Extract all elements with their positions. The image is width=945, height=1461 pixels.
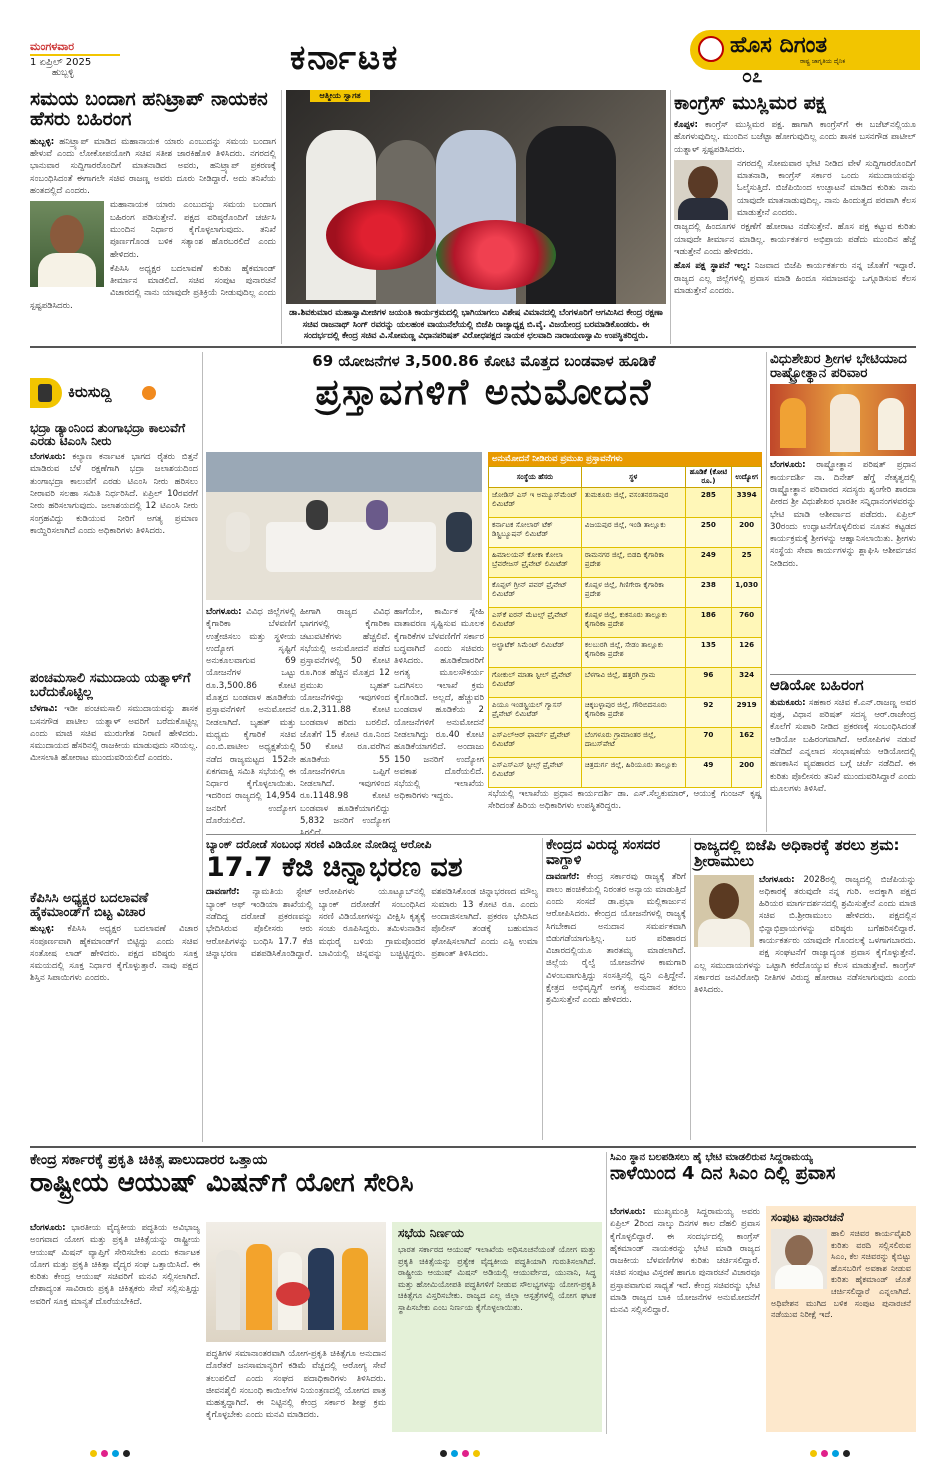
yoga-resolution-box xyxy=(392,1222,602,1432)
table-cell: ತುಮಕೂರು ಜಿಲ್ಲೆ, ವಸಂತನರಸಾಪುರ xyxy=(581,488,685,518)
paper-tagline: ರಾಷ್ಟ್ರ ಜಾಗೃತಿಯ ದೈನಿಕ xyxy=(800,58,846,65)
congress-headline: ಕಾಂಗ್ರೆಸ್ ಮುಸ್ಲಿಮರ ಪಕ್ಷ xyxy=(674,92,827,114)
masthead xyxy=(0,0,945,88)
kiru-item-1-dateline: ಬೆಂಗಳೂರು: xyxy=(30,452,66,463)
kiru-item-1-headline: ಭದ್ರಾ ಡ್ಯಾಂನಿಂದ ತುಂಗಾಭದ್ರಾ ಕಾಲುವೆಗೆ ಎರಡು ಟಿಎಂಸಿ ನೀರು xyxy=(30,421,186,448)
story-sriramulu xyxy=(694,838,916,1140)
table-cell: ಗೋಕುಲ್ ಮಾತಾ ಸ್ಟೀಲ್ ಪ್ರೈವೇಟ್ ಲಿಮಿಟೆಡ್ xyxy=(489,668,582,698)
lead-col-1-text: ವಿವಿಧ ಜಿಲ್ಲೆಗಳಲ್ಲಿ ಕೈಗಾರಿಕಾ ಬೆಳವಣಿಗೆ ಉತ್ತೇಜಿಸಲು ಮತ್ತು ಸ್ಥಳೀಯ ಉದ್ಯೋಗ ಸೃಷ್ಟಿಗೆ ಅನುಕೂಲವಾಗುವ 69 ಯೋಜನೆಗಳ ಒಟ್ಟು ರೂ.3,500.86 ಕೋಟಿ ಮೊತ್ತದ ಬಂಡವಾಳ ಹೂಡಿಕೆಯ ಪ್ರಸ್ತಾವನೆಗಳಿಗೆ ಅನುಮೋದನೆ ನೀಡಲಾಗಿದೆ. ಬೃಹತ್ ಮತ್ತು ಮಧ್ಯಮ ಕೈಗಾರಿಕೆ ಸಚಿವ ಎಂ.ಬಿ.ಪಾಟೀಲ ಅಧ್ಯಕ್ಷತೆಯಲ್ಲಿ ನಡೆದ ರಾಜ್ಯಮಟ್ಟದ 152ನೇ ಏಕಗವಾಕ್ಷಿ ಸಮಿತಿ ಸಭೆಯಲ್ಲಿ ಈ ನಿರ್ಧಾರ ಕೈಗೊಳ್ಳಲಾಯಿತು. ಇದರಿಂದ ರಾಜ್ಯದಲ್ಲಿ 14,954 ಜನರಿಗೆ ಉದ್ಯೋಗ ದೊರೆಯಲಿದೆ. xyxy=(206,607,296,827)
sansadaru-dateline: ದಾವಣಗೆರೆ: xyxy=(546,872,580,883)
logo-emblem-icon xyxy=(698,36,724,62)
table-cell: 92 xyxy=(685,698,732,728)
table-cell: ಜೋಡಿಸ್ ಎಸ್ ಇ ಅಮ್ಯೂಸ್‌ಮೆಂಟ್ ಲಿಮಿಟೆಡ್ xyxy=(489,488,582,518)
proposals-table-title: ಅನುಮೋದನೆ ನೀಡಿರುವ ಪ್ರಮುಖ ಪ್ರಸ್ತಾವನೆಗಳು xyxy=(488,452,762,466)
story-audio xyxy=(770,678,916,828)
table-row xyxy=(489,608,762,638)
table-row xyxy=(489,728,762,758)
kiru-item-2-dateline: ಬೆಳಗಾವಿ: xyxy=(30,704,58,715)
congress-dateline: ಕೊಪ್ಪಳ: xyxy=(674,119,698,130)
cabinet-box xyxy=(766,1206,916,1432)
story-sansadaru xyxy=(546,838,686,1140)
table-cell: 2919 xyxy=(732,698,762,728)
proposals-table-header: ಸಂಸ್ಥೆಯ ಹೆಸರು xyxy=(489,467,582,488)
table-cell: ಚಿಕ್ಕಬಳ್ಳಾಪುರ ಜಿಲ್ಲೆ, ಗೌರಿಬಿದನೂರು ಕೈಗಾರಿಕಾ ಪ್ರದೇಶ xyxy=(581,698,685,728)
lead-col-1 xyxy=(206,606,296,828)
table-cell: ಪಿಯೂ ಇಂಡಸ್ಟ್ರಿಯಲ್ ಗ್ಯಾಸಸ್ ಪ್ರೈವೇಟ್ ಲಿಮಿಟೆಡ್ xyxy=(489,698,582,728)
table-cell: ಹಿಮಾಲಯನ್ ಕೋಕಾ ಕೋಲಾ ಬ್ರೆವರೇಜಸ್ ಪ್ರೈವೇಟ್ ಲಿಮಿಟೆಡ್ xyxy=(489,548,582,578)
paper-logo xyxy=(690,30,920,70)
proposals-footnote: ಸಭೆಯಲ್ಲಿ ಇಲಾಖೆಯ ಪ್ರಧಾನ ಕಾರ್ಯದರ್ಶಿ ಡಾ. ಎಸ್.ಸೆಲ್ವಕುಮಾರ್, ಆಯುಕ್ತೆ ಗುಂಜನ್ ಕೃಷ್ಣ ಸೇರಿದಂತೆ ಹಿರಿಯ ಅಧಿಕಾರಿಗಳು ಉಪಸ್ಥಿತರಿದ್ದರು. xyxy=(488,789,762,812)
kiru-item-1 xyxy=(30,422,198,681)
table-cell: 25 xyxy=(732,548,762,578)
sansadaru-text: ಕೇಂದ್ರ ಸರ್ಕಾರವು ರಾಜ್ಯಕ್ಕೆ ತೆರಿಗೆ ಪಾಲು ಹಂಚಿಕೆಯಲ್ಲಿ ನಿರಂತರ ಅನ್ಯಾಯ ಮಾಡುತ್ತಿದೆ ಎಂದು ಸಂಸದೆ ಡಾ.ಪ್ರಭಾ ಮಲ್ಲಿಕಾರ್ಜುನ ಆರೋಪಿಸಿದರು. ಕೇಂದ್ರದ ಯೋಜನೆಗಳಲ್ಲಿ ರಾಜ್ಯಕ್ಕೆ ಸಿಗಬೇಕಾದ ಅನುದಾನ ಸಮರ್ಪಕವಾಗಿ ಬಿಡುಗಡೆಯಾಗುತ್ತಿಲ್ಲ. ಬರ ಪರಿಹಾರದ ವಿಚಾರದಲ್ಲಿಯೂ ತಾರತಮ್ಯ ಮಾಡಲಾಗಿದೆ. ಜಿಲ್ಲೆಯ ರೈಲ್ವೆ ಯೋಜನೆಗಳ ಕಾಮಗಾರಿ ವಿಳಂಬವಾಗುತ್ತಿದ್ದು ಸಂಸತ್ತಿನಲ್ಲಿ ಧ್ವನಿ ಎತ್ತಿದ್ದೇನೆ. ಕ್ಷೇತ್ರದ ಅಭಿವೃದ್ಧಿಗೆ ಅಗತ್ಯ ಅನುದಾನ ತರಲು ಶ್ರಮಿಸುತ್ತೇನೆ ಎಂದು ಹೇಳಿದರು. xyxy=(546,872,686,1006)
visit-tag: ಆತ್ಮೀಯ ಸ್ವಾಗತ xyxy=(310,90,370,102)
yoga-box-head: ಸಭೆಯ ನಿರ್ಣಯ xyxy=(398,1226,464,1240)
table-cell: ಕೊಪ್ಪಳ ಜಿಲ್ಲೆ, ಕುಕನೂರು ತಾಲ್ಲೂಕು ಕೈಗಾರಿಕಾ ಪ್ರದೇಶ xyxy=(581,608,685,638)
table-cell: ಚಿತ್ರದುರ್ಗ ಜಿಲ್ಲೆ, ಹಿರಿಯೂರು ತಾಲ್ಲೂಕು xyxy=(581,758,685,788)
kiru-item-3-headline: ಕೆಪಿಸಿಸಿ ಅಧ್ಯಕ್ಷರ ಬದಲಾವಣೆ ಹೈಕಮಾಂಡ್‌ಗೆ ಬಿಟ್ಟ ವಿಚಾರ xyxy=(30,891,149,920)
yoga-box-text: ಭಾರತ ಸರ್ಕಾರದ ಆಯುಷ್ ಇಲಾಖೆಯ ಅಧಿಸೂಚನೆಯಂತೆ ಯೋಗ ಮತ್ತು ಪ್ರಕೃತಿ ಚಿಕಿತ್ಸೆಯನ್ನು ಪ್ರತ್ಯೇಕ ವೈದ್ಯಕೀಯ ಪದ್ಧತಿಯಾಗಿ ಗುರುತಿಸಲಾಗಿದೆ. ರಾಷ್ಟ್ರೀಯ ಆಯುಷ್ ಮಿಷನ್ ಅಡಿಯಲ್ಲಿ ಆಯುರ್ವೇದ, ಯುನಾನಿ, ಸಿದ್ಧ ಮತ್ತು ಹೋಮಿಯೋಪತಿ ಪದ್ಧತಿಗಳಿಗೆ ನೀಡುವ ಸೌಲಭ್ಯಗಳನ್ನು ಯೋಗ-ಪ್ರಕೃತಿ ಚಿಕಿತ್ಸೆಗೂ ವಿಸ್ತರಿಸಬೇಕು. ರಾಜ್ಯದ ಎಲ್ಲ ಜಿಲ್ಲಾ ಆಸ್ಪತ್ರೆಗಳಲ್ಲಿ ಯೋಗ ಘಟಕ ಸ್ಥಾಪಿಸಬೇಕು ಎಂಬ ನಿರ್ಣಯ ಕೈಗೊಳ್ಳಲಾಯಿತು. xyxy=(398,1244,596,1312)
story-visit xyxy=(286,90,666,344)
story-cm-delhi xyxy=(610,1152,916,1434)
honeytrap-body xyxy=(30,136,276,336)
shreegalu-text: ರಾಷ್ಟ್ರೋತ್ಥಾನ ಪರಿಷತ್ ಪ್ರಧಾನ ಕಾರ್ಯದರ್ಶಿ ನಾ. ದಿನೇಶ್ ಹೆಗ್ಡೆ ನೇತೃತ್ವದಲ್ಲಿ ರಾಷ್ಟ್ರೋತ್ಥಾನ ಪರಿವಾರದ ಸದಸ್ಯರು ಶೃಂಗೇರಿ ಶಾರದಾ ಪೀಠದ ಶ್ರೀ ವಿಧುಶೇಖರ ಭಾರತೀ ಸನ್ನಿಧಾನಂಗಳವರನ್ನು ಭೇಟಿ ಮಾಡಿ ಆಶೀರ್ವಾದ ಪಡೆದರು. ಏಪ್ರಿಲ್ 30ರಂದು ಉದ್ಘಾಟನೆಗೊಳ್ಳಲಿರುವ ನೂತನ ಕಟ್ಟಡದ ಕಾರ್ಯಕ್ರಮಕ್ಕೆ ಶ್ರೀಗಳನ್ನು ಆಹ್ವಾನಿಸಲಾಯಿತು. ಶ್ರೀಗಳು ಸಂಸ್ಥೆಯ ಸೇವಾ ಕಾರ್ಯಗಳನ್ನು ಶ್ಲಾಘಿಸಿ ಆಶೀರ್ವಚನ ನೀಡಿದರು. xyxy=(770,460,917,569)
yoga-col-1-text: ಭಾರತೀಯ ವೈದ್ಯಕೀಯ ಪದ್ಧತಿಯ ಅವಿಭಾಜ್ಯ ಅಂಗವಾದ ಯೋಗ ಮತ್ತು ಪ್ರಕೃತಿ ಚಿಕಿತ್ಸೆಯನ್ನು ರಾಷ್ಟ್ರೀಯ ಆಯುಷ್ ಮಿಷನ್ ವ್ಯಾಪ್ತಿಗೆ ಸೇರಿಸಬೇಕು ಎಂದು ಕರ್ನಾಟಕ ಯೋಗ ಮತ್ತು ಪ್ರಕೃತಿ ಚಿಕಿತ್ಸಾ ವೈದ್ಯರ ಸಂಘ ಒತ್ತಾಯಿಸಿದೆ. ಈ ಕುರಿತು ಕೇಂದ್ರ ಆಯುಷ್ ಸಚಿವರಿಗೆ ಮನವಿ ಸಲ್ಲಿಸಲಾಗಿದೆ. ದೇಶಾದ್ಯಂತ ಸಾವಿರಾರು ಪ್ರಕೃತಿ ಚಿಕಿತ್ಸಕರು ಸೇವೆ ಸಲ್ಲಿಸುತ್ತಿದ್ದು ಅವರಿಗೆ ಸೂಕ್ತ ಮಾನ್ಯತೆ ದೊರೆಯಬೇಕಿದೆ. xyxy=(30,1223,200,1307)
table-cell: 324 xyxy=(732,668,762,698)
table-cell: 200 xyxy=(732,518,762,548)
story-yoga xyxy=(30,1152,602,1434)
congress-p2: ನಗರದಲ್ಲಿ ಸೋಮವಾರ ಭೇಟಿ ನೀಡಿದ ವೇಳೆ ಸುದ್ದಿಗಾರರೊಂದಿಗೆ ಮಾತನಾಡಿ, ಕಾಂಗ್ರೆಸ್ ಸರ್ಕಾರ ಒಂದು ಸಮುದಾಯವನ್ನು ಓಲೈಸುತ್ತಿದೆ. ಬಿಜೆಪಿಯಿಂದ ಉಚ್ಛಾಟನೆ ಮಾಡಿದ ಕುರಿತು ನಾನು ಯಾವುದೇ ಮಾತನಾಡುವುದಿಲ್ಲ. ನಾನು ಹಿಂದುತ್ವದ ಪರವಾಗಿ ಕೆಲಸ ಮಾಡುತ್ತೇನೆ ಎಂದರು. xyxy=(737,158,916,219)
masthead-date: 1 ಏಪ್ರಿಲ್ 2025 xyxy=(30,54,120,68)
sriramulu-portrait xyxy=(694,875,754,947)
kiru-suddi-label: ಕಿರುಸುದ್ದಿ xyxy=(68,383,112,401)
table-cell: 285 xyxy=(685,488,732,518)
sriramulu-text: 2028ರಲ್ಲಿ ರಾಜ್ಯದಲ್ಲಿ ಬಿಜೆಪಿಯನ್ನು ಅಧಿಕಾರಕ್ಕೆ ತರುವುದೇ ನನ್ನ ಗುರಿ. ಅದಕ್ಕಾಗಿ ಪಕ್ಷದ ಹಿರಿಯರ ಮಾರ್ಗದರ್ಶನದಲ್ಲಿ ಶ್ರಮಿಸುತ್ತೇನೆ ಎಂದು ಮಾಜಿ ಸಚಿವ ಬಿ.ಶ್ರೀರಾಮುಲು ಹೇಳಿದರು. ಪಕ್ಷದಲ್ಲಿನ ಭಿನ್ನಾಭಿಪ್ರಾಯಗಳನ್ನು ವರಿಷ್ಠರು ಬಗೆಹರಿಸಲಿದ್ದಾರೆ. ಕಾರ್ಯಕರ್ತರು ಯಾವುದೇ ಗೊಂದಲಕ್ಕೆ ಒಳಗಾಗಬಾರದು. ಪಕ್ಷ ಸಂಘಟನೆಗೆ ರಾಜ್ಯಾದ್ಯಂತ ಪ್ರವಾಸ ಕೈಗೊಳ್ಳುತ್ತೇನೆ. ಎಲ್ಲ ಸಮುದಾಯಗಳನ್ನು ಒಟ್ಟಾಗಿ ಕರೆದೊಯ್ಯುವ ಕೆಲಸ ಮಾಡುತ್ತೇವೆ. ಕಾಂಗ್ರೆಸ್ ಸರ್ಕಾರದ ಜನವಿರೋಧಿ ನೀತಿಗಳ ವಿರುದ್ಧ ಹೋರಾಟ ನಡೆಸಲಾಗುವುದು ಎಂದು ತಿಳಿಸಿದರು. xyxy=(694,874,916,996)
table-cell: 135 xyxy=(685,638,732,668)
table-cell: 3394 xyxy=(732,488,762,518)
registration-dots-right xyxy=(810,1442,854,1461)
table-cell: ರಾಮನಗರ ಜಿಲ್ಲೆ, ಬಿಡದಿ ಕೈಗಾರಿಕಾ ಪ್ರದೇಶ xyxy=(581,548,685,578)
kiru-suddi-banner xyxy=(30,378,198,408)
table-cell: ಎಸ್‌ಕೆ ಐರನ್ ಮೆಟಲ್ಸ್ ಪ್ರೈವೇಟ್ ಲಿಮಿಟೆಡ್ xyxy=(489,608,582,638)
table-row xyxy=(489,488,762,518)
table-cell: ಎಸ್‌ಎಲ್‌ಆರ್ ಫಾರ್ಮ್ ಪ್ರೈವೇಟ್ ಲಿಮಿಟೆಡ್ xyxy=(489,728,582,758)
table-cell: 249 xyxy=(685,548,732,578)
table-cell: 250 xyxy=(685,518,732,548)
proposals-table-header: ಉದ್ಯೋಗ xyxy=(732,467,762,488)
table-cell: ಬೆಳಗಾವಿ ಜಿಲ್ಲೆ, ಹತ್ತರಗಿ ಗ್ರಾಮ xyxy=(581,668,685,698)
yoga-col-2: ಪದ್ಧತಿಗಳ ಸಮಾನಾಂತರವಾಗಿ ಯೋಗ-ಪ್ರಕೃತಿ ಚಿಕಿತ್ಸೆಗೂ ಅನುದಾನ ದೊರೆತರೆ ಜನಸಾಮಾನ್ಯರಿಗೆ ಕಡಿಮೆ ವೆಚ್ಚದಲ್ಲಿ ಆರೋಗ್ಯ ಸೇವೆ ತಲುಪಲಿದೆ ಎಂದು ಸಂಘದ ಪದಾಧಿಕಾರಿಗಳು ತಿಳಿಸಿದರು. ಜೀವನಶೈಲಿ ಸಂಬಂಧಿ ಕಾಯಿಲೆಗಳ ನಿಯಂತ್ರಣದಲ್ಲಿ ಯೋಗದ ಪಾತ್ರ ಮಹತ್ವದ್ದಾಗಿದೆ. ಈ ನಿಟ್ಟಿನಲ್ಲಿ ಕೇಂದ್ರ ಸರ್ಕಾರ ಶೀಘ್ರ ಕ್ರಮ ಕೈಗೊಳ್ಳಬೇಕು ಎಂದು ಮನವಿ ಮಾಡಿದರು. xyxy=(206,1349,386,1421)
table-cell: 200 xyxy=(732,758,762,788)
lead-headline: ಪ್ರಸ್ತಾವಗಳಿಗೆ ಅನುಮೋದನೆ xyxy=(315,372,653,413)
yoga-kicker: ಕೇಂದ್ರ ಸರ್ಕಾರಕ್ಕೆ ಪ್ರಕೃತಿ ಚಿಕಿತ್ಸ ಪಾಲುದಾರರ ಒತ್ತಾಯ xyxy=(30,1152,268,1168)
shreegalu-headline: ವಿಧುಶೇಖರ ಶ್ರೀಗಳ ಭೇಟಿಯಾದ ರಾಷ್ಟ್ರೋತ್ಥಾನ ಪರಿವಾರ xyxy=(770,351,907,382)
audio-headline: ಆಡಿಯೋ ಬಹಿರಂಗ xyxy=(770,676,864,694)
paper-name: ಹೊಸ ದಿಗಂತ xyxy=(730,33,828,58)
visit-photo xyxy=(286,90,666,304)
bank-kicker: ಬ್ಯಾಂಕ್ ದರೋಡೆ ಸಂಬಂಧ ಸರಣಿ ವಿಡಿಯೋ ನೋಡಿದ್ದ ಆರೋಪಿ xyxy=(206,838,432,851)
section-title: ಕರ್ನಾಟಕ xyxy=(290,38,400,78)
audio-text: ಸಹಕಾರ ಸಚಿವ ಕೆ.ಎನ್.ರಾಜಣ್ಣ ಅವರ ಪುತ್ರ, ವಿಧಾನ ಪರಿಷತ್ ಸದಸ್ಯ ಆರ್.ರಾಜೇಂದ್ರ ಕೊಲೆಗೆ ಸುಪಾರಿ ನೀಡಿದ ಪ್ರಕರಣಕ್ಕೆ ಸಂಬಂಧಿಸಿದಂತೆ ಆಡಿಯೋ ಬಹಿರಂಗವಾಗಿದೆ. ಆರೋಪಿಗಳ ನಡುವೆ ನಡೆದಿದೆ ಎನ್ನಲಾದ ಸಂಭಾಷಣೆಯ ಆಡಿಯೋದಲ್ಲಿ ಹಣಕಾಸಿನ ವ್ಯವಹಾರದ ಬಗ್ಗೆ ಚರ್ಚೆ ನಡೆದಿದೆ. ಈ ಕುರಿತು ಪೊಲೀಸರು ತನಿಖೆ ಮುಂದುವರಿಸಿದ್ದಾರೆ ಎಂದು ಮೂಲಗಳು ತಿಳಿಸಿವೆ. xyxy=(770,697,916,794)
table-cell: 760 xyxy=(732,608,762,638)
yoga-col-1 xyxy=(30,1222,200,1432)
story-bank xyxy=(206,838,538,1140)
yoga-photo xyxy=(206,1222,386,1342)
kiru-item-3-text: ಕೆಪಿಸಿಸಿ ಅಧ್ಯಕ್ಷರ ಬದಲಾವಣೆ ವಿಚಾರ ಸಂಪೂರ್ಣವಾಗಿ ಹೈಕಮಾಂಡ್‌ಗೆ ಬಿಟ್ಟಿದ್ದು ಎಂದು ಸಚಿವ ಸಂತೋಷ ಲಾಡ್ ಹೇಳಿದರು. ಪಕ್ಷದ ವರಿಷ್ಠರು ಸೂಕ್ತ ಸಮಯದಲ್ಲಿ ಸೂಕ್ತ ನಿರ್ಧಾರ ಕೈಗೊಳ್ಳುತ್ತಾರೆ. ನಾವು ಪಕ್ಷದ ಶಿಸ್ತಿನ ಸಿಪಾಯಿಗಳು ಎಂದರು. xyxy=(30,924,199,984)
kiru-suddi xyxy=(30,352,198,1142)
table-cell: ಎಸ್‌ಎಸ್‌ಎಸ್ ಸ್ಟೀಲ್ಸ್ ಪ್ರೈವೇಟ್ ಲಿಮಿಟೆಡ್ xyxy=(489,758,582,788)
honeytrap-p2: ಮಹಾನಾಯಕ ಯಾರು ಎಂಬುದನ್ನು ಸಮಯ ಬಂದಾಗ ಬಹಿರಂಗ ಪಡಿಸುತ್ತೇನೆ. ಪಕ್ಷದ ವರಿಷ್ಠರೊಂದಿಗೆ ಚರ್ಚಿಸಿ ಮುಂದಿನ ನಿರ್ಧಾರ ಕೈಗೊಳ್ಳಲಾಗುವುದು. ತನಿಖೆ ಪೂರ್ಣಗೊಂಡ ಬಳಿಕ ಸತ್ಯಾಂಶ ಹೊರಬರಲಿದೆ ಎಂದು ಹೇಳಿದರು. xyxy=(110,200,276,260)
bank-dateline: ದಾವಣಗೆರೆ: xyxy=(206,887,240,898)
table-row xyxy=(489,518,762,548)
table-cell: ಕಲಬುರಗಿ ಜಿಲ್ಲೆ, ಸೇಡಂ ತಾಲ್ಲೂಕು ಕೈಗಾರಿಕಾ ಪ್ರದೇಶ xyxy=(581,638,685,668)
table-row xyxy=(489,698,762,728)
table-cell: ಕೊಪ್ಪಳ ಜಿಲ್ಲೆ, ಗಿಣಿಗೇರಾ ಕೈಗಾರಿಕಾ ಪ್ರದೇಶ xyxy=(581,578,685,608)
cm-text: ಮುಖ್ಯಮಂತ್ರಿ ಸಿದ್ದರಾಮಯ್ಯ ಅವರು ಏಪ್ರಿಲ್ 2ರಿಂದ ನಾಲ್ಕು ದಿನಗಳ ಕಾಲ ದೆಹಲಿ ಪ್ರವಾಸ ಕೈಗೊಳ್ಳಲಿದ್ದಾರೆ. ಈ ಸಂದರ್ಭದಲ್ಲಿ ಕಾಂಗ್ರೆಸ್ ಹೈಕಮಾಂಡ್ ನಾಯಕರನ್ನು ಭೇಟಿ ಮಾಡಿ ರಾಜ್ಯದ ರಾಜಕೀಯ ಬೆಳವಣಿಗೆಗಳ ಕುರಿತು ಚರ್ಚಿಸಲಿದ್ದಾರೆ. ಸಚಿವ ಸಂಪುಟ ವಿಸ್ತರಣೆ ಹಾಗೂ ಪುನಾರಚನೆ ವಿಚಾರವೂ ಪ್ರಸ್ತಾಪವಾಗುವ ಸಾಧ್ಯತೆ ಇದೆ. ಕೇಂದ್ರ ಸಚಿವರನ್ನು ಭೇಟಿ ಮಾಡಿ ರಾಜ್ಯದ ಬಾಕಿ ಯೋಜನೆಗಳ ಅನುಮೋದನೆಗೆ ಮನವಿ ಸಲ್ಲಿಸಲಿದ್ದಾರೆ. xyxy=(610,1207,760,1316)
lead-dateline: ಬೆಂಗಳೂರು: xyxy=(206,607,242,617)
table-row xyxy=(489,548,762,578)
table-cell: ಅಲ್ಟ್ರಾಟೆಕ್ ಸಿಮೆಂಟ್ ಲಿಮಿಟೆಡ್ xyxy=(489,638,582,668)
page-number: ೦೭ xyxy=(742,66,763,87)
table-row xyxy=(489,758,762,788)
lead-kicker: 69 ಯೋಜನೆಗಳ 3,500.86 ಕೋಟಿ ಮೊತ್ತದ ಬಂಡವಾಳ ಹೂಡಿಕೆ xyxy=(312,352,656,370)
kiru-item-1-text: ಕಲ್ಯಾಣ ಕರ್ನಾಟಕ ಭಾಗದ ರೈತರು ಬಿತ್ತನೆ ಮಾಡಿರುವ ಬೆಳೆ ರಕ್ಷಣೆಗಾಗಿ ಭದ್ರಾ ಜಲಾಶಯದಿಂದ ತುಂಗಾಭದ್ರಾ ಕಾಲುವೆಗೆ ಎರಡು ಟಿಎಂಸಿ ನೀರು ಹರಿಸಲು ನೀರಾವರಿ ಸಲಹಾ ಸಮಿತಿ ನಿರ್ಧರಿಸಿದೆ. ಏಪ್ರಿಲ್ 10ರವರೆಗೆ ನೀರು ಹರಿಸಲಾಗುವುದು. ಜಲಾಶಯದಲ್ಲಿ 12 ಟಿಎಂಸಿ ನೀರು ಸಂಗ್ರಹವಿದ್ದು ಕುಡಿಯುವ ನೀರಿಗೆ ಅಗತ್ಯ ಪ್ರಮಾಣ ಕಾಯ್ದಿರಿಸಲಾಗಿದೆ ಎಂದು ಅಧಿಕಾರಿಗಳು ತಿಳಿಸಿದರು. xyxy=(30,452,198,536)
table-cell: 238 xyxy=(685,578,732,608)
table-row xyxy=(489,578,762,608)
table-cell: ಕರ್ನಾಟಕ ಸೋಲಾರ್ ಟೆಕ್ ಡಿಸ್ಟ್ರಿಬ್ಯೂಷನ್ ಲಿಮಿಟೆಡ್ xyxy=(489,518,582,548)
sriramulu-dateline: ಬೆಂಗಳೂರು: xyxy=(759,874,795,885)
table-row xyxy=(489,668,762,698)
congress-subhead: ಹೊಸ ಪಕ್ಷ ಸ್ಥಾಪನೆ ಇಲ್ಲ: xyxy=(674,261,751,272)
proposals-table-header: ಹೂಡಿಕೆ (ಕೋಟಿ ರೂ.) xyxy=(685,467,732,488)
proposals-table-header: ಸ್ಥಳ xyxy=(581,467,685,488)
congress-body xyxy=(674,119,916,341)
registration-dots-center xyxy=(440,1442,484,1461)
kiru-item-2-headline: ಪಂಚಮಸಾಲಿ ಸಮುದಾಯ ಯತ್ನಾಳ್‌ಗೆ ಬರೆದುಕೊಟ್ಟಿಲ್ಲ xyxy=(30,671,191,700)
proposals-table-box xyxy=(488,452,762,782)
congress-p1: ಕಾಂಗ್ರೆಸ್ ಮುಸ್ಲಿಮರ ಪಕ್ಷ. ಹಾಗಾಗಿ ಕಾಂಗ್ರೆಸ್‌ಗೆ ಈ ಬಜೆಟ್‌ನಲ್ಲಿಯೂ ಹೊಗಳುವುದಿಲ್ಲ. ಮುಂದಿನ ಬಜೆಟ್ಟಾ ಹೋಗುವುದಿಲ್ಲ ಎಂದು ಶಾಸಕ ಬಸನಗೌಡ ಪಾಟೀಲ್ ಯತ್ನಾಳ್ ಸ್ಪಷ್ಟಪಡಿಸಿದರು. xyxy=(674,119,916,155)
sriramulu-body xyxy=(694,874,916,1124)
table-row xyxy=(489,638,762,668)
table-cell: ಕೊಪ್ಪಳ್ ಗ್ರೀನ್ ಪವರ್ ಪ್ರೈವೇಟ್ ಲಿಮಿಟೆಡ್ xyxy=(489,578,582,608)
congress-portrait xyxy=(674,160,732,220)
masthead-date-block xyxy=(30,40,120,78)
lead-col-3: ಹಾಗೆಯೇ, ಕಾರ್ಮಿಕ ಸ್ನೇಹಿ ವಾತಾವರಣ ಸೃಷ್ಟಿಸುವ ಮೂಲಕ ಕೈಗಾರಿಕೆಗಳ ಬೆಳವಣಿಗೆಗೆ ಸರ್ಕಾರ ಬದ್ಧವಾಗಿದೆ ಎಂದು ಸಚಿವರು ತಿಳಿಸಿದರು. ಹೂಡಿಕೆದಾರರಿಗೆ ಅಗತ್ಯ ಮೂಲಸೌಕರ್ಯ ಒದಗಿಸಲು ಇಲಾಖೆ ಕ್ರಮ ಕೈಗೊಂಡಿದೆ. ಅಲ್ಲದೆ, ಹೆಚ್ಚುವರಿ ಬಂಡವಾಳ ಹೂಡಿಕೆಯ 2 ಯೋಜನೆಗಳಿಗೆ ಅನುಮೋದನೆ ನೀಡಲಾಗಿದ್ದು ರೂ.40 ಕೋಟಿ ಹೂಡಿಕೆಯಾಗಲಿದೆ. ಅಂದಾಜು 150 ಜನರಿಗೆ ಉದ್ಯೋಗ ಅವಕಾಶ ದೊರೆಯಲಿದೆ. ಸಭೆಯಲ್ಲಿ ಇಲಾಖೆಯ ಅಧಿಕಾರಿಗಳು ಇದ್ದರು. xyxy=(394,607,484,802)
proposals-table xyxy=(488,466,762,788)
bank-text: ನ್ಯಾಮತಿಯ ಸ್ಟೇಟ್ ಬ್ಯಾಂಕ್ ಆಫ್ ಇಂಡಿಯಾ ಶಾಖೆಯಲ್ಲಿ ನಡೆದಿದ್ದ ದರೋಡೆ ಪ್ರಕರಣವನ್ನು ಭೇದಿಸಿರುವ ಪೊಲೀಸರು ಆರು ಆರೋಪಿಗಳನ್ನು ಬಂಧಿಸಿ 17.7 ಕೆಜಿ ಚಿನ್ನಾಭರಣ ವಶಪಡಿಸಿಕೊಂಡಿದ್ದಾರೆ. ಆರೋಪಿಗಳು ಯೂಟ್ಯೂಬ್‌ನಲ್ಲಿ ಬ್ಯಾಂಕ್ ದರೋಡೆಗೆ ಸಂಬಂಧಿಸಿದ ಸರಣಿ ವಿಡಿಯೋಗಳನ್ನು ವೀಕ್ಷಿಸಿ ಕೃತ್ಯಕ್ಕೆ ಸಂಚು ರೂಪಿಸಿದ್ದರು. ತಮಿಳುನಾಡಿನ ಮಧುರೈ ಬಳಿಯ ಗ್ರಾಮವೊಂದರ ಬಾವಿಯಲ್ಲಿ ಚಿನ್ನವನ್ನು ಬಚ್ಚಿಟ್ಟಿದ್ದರು. ವಶಪಡಿಸಿಕೊಂಡ ಚಿನ್ನಾಭರಣದ ಮೌಲ್ಯ ಸುಮಾರು 13 ಕೋಟಿ ರೂ. ಎಂದು ಅಂದಾಜಿಸಲಾಗಿದೆ. ಪ್ರಕರಣ ಭೇದಿಸಿದ ಪೊಲೀಸ್ ತಂಡಕ್ಕೆ ಬಹುಮಾನ ಘೋಷಿಸಲಾಗಿದೆ ಎಂದು ಎಸ್ಪಿ ಉಮಾ ಪ್ರಶಾಂತ್ ತಿಳಿಸಿದರು. xyxy=(206,887,538,959)
cm-kicker: ಸಿಎಂ ಸ್ಥಾನ ಬಲಪಡಿಸಲು ಹೈ ಭೇಟಿ ಮಾಡಲಿರುವ ಸಿದ್ದರಾಮಯ್ಯ xyxy=(610,1152,813,1163)
honeytrap-p1: ಹನಿಟ್ರ್ಯಾಪ್ ಮಾಡಿದ ಮಹಾನಾಯಕ ಯಾರು ಎಂಬುದನ್ನು ಸಮಯ ಬಂದಾಗ ಹೇಳುವೆ ಎಂದು ಲೋಕೋಪಯೋಗಿ ಸಚಿವ ಸತೀಶ ಜಾರಕಿಹೊಳಿ ತಿಳಿಸಿದರು. ನಗರದಲ್ಲಿ ಭಾನುವಾರ ಸುದ್ದಿಗಾರರೊಂದಿಗೆ ಮಾತನಾಡಿದ ಅವರು, ಹನಿಟ್ರ್ಯಾಪ್ ಪ್ರಕರಣಕ್ಕೆ ಸಂಬಂಧಿಸಿದಂತೆ ಈಗಾಗಲೇ ಸಚಿವ ರಾಜಣ್ಣ ಅವರು ದೂರು ನೀಡಿದ್ದಾರೆ. ಅದು ತನಿಖೆಯ ಹಂತದಲ್ಲಿದೆ ಎಂದರು. xyxy=(30,136,277,197)
cm-portrait xyxy=(771,1229,827,1289)
story-honeytrap xyxy=(30,90,276,340)
table-cell: 49 xyxy=(685,758,732,788)
kiru-item-3-dateline: ಹುಬ್ಬಳ್ಳಿ: xyxy=(30,924,55,935)
table-cell: 126 xyxy=(732,638,762,668)
honeytrap-dateline: ಹುಬ್ಬಳ್ಳಿ: xyxy=(30,136,55,147)
audio-dateline: ತುಮಕೂರು: xyxy=(770,697,806,708)
yoga-dateline: ಬೆಂಗಳೂರು: xyxy=(30,1223,66,1233)
kiru-suddi-badge-icon xyxy=(30,378,62,408)
honeytrap-p3: ಕೆಪಿಸಿಸಿ ಅಧ್ಯಕ್ಷರ ಬದಲಾವಣೆ ಕುರಿತು ಹೈಕಮಾಂಡ್ ತೀರ್ಮಾನ ಮಾಡಲಿದೆ. ಸಚಿವ ಸಂಪುಟ ಪುನಾರಚನೆ ವಿಚಾರದಲ್ಲಿ ನಾನು ಯಾವುದೇ ಪ್ರತಿಕ್ರಿಯೆ ನೀಡುವುದಿಲ್ಲ ಎಂದು ಸ್ಪಷ್ಟಪಡಿಸಿದರು. xyxy=(30,263,276,311)
sansadaru-headline: ಕೇಂದ್ರದ ವಿರುದ್ಧ ಸಂಸದರ ವಾಗ್ದಾಳಿ xyxy=(546,837,661,868)
honeytrap-portrait xyxy=(30,201,104,287)
table-cell: 1,030 xyxy=(732,578,762,608)
shreegalu-photo xyxy=(770,384,916,456)
cm-body xyxy=(610,1206,760,1432)
congress-p3: ರಾಜ್ಯದಲ್ಲಿ ಹಿಂದೂಗಳ ರಕ್ಷಣೆಗೆ ಹೋರಾಟ ನಡೆಸುತ್ತೇನೆ. ಹೊಸ ಪಕ್ಷ ಕಟ್ಟುವ ಕುರಿತು ಯಾವುದೇ ತೀರ್ಮಾನ ಮಾಡಿಲ್ಲ. ಕಾರ್ಯಕರ್ತರ ಅಭಿಪ್ರಾಯ ಪಡೆದು ಮುಂದಿನ ಹೆಜ್ಜೆ ಇಡುತ್ತೇನೆ ಎಂದು ಹೇಳಿದರು. xyxy=(674,222,916,257)
kiru-item-2 xyxy=(30,672,198,893)
sriramulu-headline: ರಾಜ್ಯದಲ್ಲಿ ಬಿಜೆಪಿ ಅಧಿಕಾರಕ್ಕೆ ತರಲು ಶ್ರಮ: ಶ್ರೀರಾಮುಲು xyxy=(694,836,900,870)
visit-caption: ಡಾ.ಶಿವಕುಮಾರ ಮಹಾಸ್ವಾಮೀಜಿಗಳ ಜಯಂತಿ ಕಾರ್ಯಕ್ರಮದಲ್ಲಿ ಭಾಗಿಯಾಗಲು ವಿಶೇಷ ವಿಮಾನದಲ್ಲಿ ಬೆಂಗಳೂರಿಗೆ ಆಗಮಿಸಿದ ಕೇಂದ್ರ ರಕ್ಷಣಾ ಸಚಿವ ರಾಜನಾಥ್ ಸಿಂಗ್ ರವರನ್ನು ಯಲಹಂಕ ವಾಯುನೆಲೆಯಲ್ಲಿ ಬಿಜೆಪಿ ರಾಜ್ಯಾಧ್ಯಕ್ಷ ಬಿ.ವೈ. ವಿಜಯೇಂದ್ರ ಬರಮಾಡಿಕೊಂಡರು. ಈ ಸಂದರ್ಭದಲ್ಲಿ ಕೇಂದ್ರ ಸಚಿವ ವಿ.ಸೋಮಣ್ಣ ವಿಧಾನಪರಿಷತ್ ವಿರೋಧಪಕ್ಷದ ನಾಯಕ ಛಲವಾದಿ ನಾರಾಯಣಸ್ವಾಮಿ ಉಪಸ್ಥಿತರಿದ್ದರು. xyxy=(289,307,663,340)
cm-headline: ನಾಳೆಯಿಂದ 4 ದಿನ ಸಿಎಂ ದಿಲ್ಲಿ ಪ್ರವಾಸ xyxy=(610,1163,836,1184)
shreegalu-dateline: ಬೆಂಗಳೂರು: xyxy=(770,460,806,471)
table-cell: 162 xyxy=(732,728,762,758)
story-shreegalu xyxy=(770,352,916,670)
table-cell: 70 xyxy=(685,728,732,758)
table-cell: 96 xyxy=(685,668,732,698)
yoga-headline: ರಾಷ್ಟ್ರೀಯ ಆಯುಷ್ ಮಿಷನ್‌ಗೆ ಯೋಗ ಸೇರಿಸಿ xyxy=(30,1168,414,1198)
cabinet-box-head: ಸಂಪುಟ ಪುನಾರಚನೆ xyxy=(771,1210,844,1224)
kiru-item-3 xyxy=(30,892,198,1123)
story-congress xyxy=(674,94,916,344)
table-cell: ಬೆಂಗಳೂರು ಗ್ರಾಮಾಂತರ ಜಿಲ್ಲೆ, ದಾಬಸ್‌ಪೇಟೆ xyxy=(581,728,685,758)
lead-meeting-photo xyxy=(206,452,482,600)
table-cell: 186 xyxy=(685,608,732,638)
honeytrap-headline: ಸಮಯ ಬಂದಾಗ ಹನಿಟ್ರಾಪ್ ನಾಯಕನ ಹೆಸರು ಬಹಿರಂಗ xyxy=(30,88,268,130)
bank-headline: 17.7 ಕೆಜಿ ಚಿನ್ನಾಭರಣ ವಶ xyxy=(206,852,463,883)
congress-p4: ನಿಜವಾದ ಬಿಜೆಪಿ ಕಾರ್ಯಕರ್ತರು ನನ್ನ ಜೊತೆಗೆ ಇದ್ದಾರೆ. ರಾಜ್ಯದ ಎಲ್ಲ ಜಿಲ್ಲೆಗಳಲ್ಲಿ ಪ್ರವಾಸ ಮಾಡಿ ಹಿಂದೂ ಸಮಾಜವನ್ನು ಒಗ್ಗೂಡಿಸುವ ಕೆಲಸ ಮಾಡುತ್ತೇನೆ ಎಂದರು. xyxy=(674,261,916,296)
table-cell: ವಿಜಯಪುರ ಜಿಲ್ಲೆ, ಇಂಡಿ ತಾಲ್ಲೂಕು xyxy=(581,518,685,548)
cm-dateline: ಬೆಂಗಳೂರು: xyxy=(610,1207,646,1217)
masthead-city: ಹುಬ್ಬಳ್ಳಿ xyxy=(52,68,74,78)
kiru-item-2-text: ಇಡೀ ಪಂಚಮಸಾಲಿ ಸಮುದಾಯವನ್ನು ಶಾಸಕ ಬಸನಗೌಡ ಪಾಟೀಲ ಯತ್ನಾಳ್ ಅವರಿಗೆ ಬರೆದುಕೊಟ್ಟಿಲ್ಲ ಎಂದು ಮಾಜಿ ಸಚಿವ ಮುರುಗೇಶ ನಿರಾಣಿ ಹೇಳಿದರು. ಸಮುದಾಯದ ಹೆಸರಿನಲ್ಲಿ ರಾಜಕೀಯ ಮಾಡುವುದು ಸರಿಯಲ್ಲ. ಮೀಸಲಾತಿ ಹೋರಾಟ ಮುಂದುವರಿಯಲಿದೆ ಎಂದರು. xyxy=(30,704,198,764)
cabinet-box-text: ಹಾಲಿ ಸಚಿವರ ಕಾರ್ಯವೈಖರಿ ಕುರಿತು ವರದಿ ಸಲ್ಲಿಸಲಿರುವ ಸಿಎಂ, ಕೆಲ ಸಚಿವರನ್ನು ಕೈಬಿಟ್ಟು ಹೊಸಬರಿಗೆ ಅವಕಾಶ ನೀಡುವ ಕುರಿತು ಹೈಕಮಾಂಡ್ ಜೊತೆ ಚರ್ಚಿಸಲಿದ್ದಾರೆ ಎನ್ನಲಾಗಿದೆ. ಅಧಿವೇಶನ ಮುಗಿದ ಬಳಿಕ ಸಂಪುಟ ಪುನಾರಚನೆ ನಡೆಯುವ ನಿರೀಕ್ಷೆ ಇದೆ. xyxy=(771,1228,911,1320)
lead-story xyxy=(206,352,762,832)
masthead-day: ಮಂಗಳವಾರ xyxy=(30,40,75,53)
registration-dots-left xyxy=(90,1442,134,1461)
bank-body xyxy=(206,886,538,1138)
lead-col-2: ಹೀಗಾಗಿ ರಾಜ್ಯದ ವಿವಿಧ ಭಾಗಗಳಲ್ಲಿ ಕೈಗಾರಿಕಾ ಚಟುವಟಿಕೆಗಳು ಹೆಚ್ಚಲಿವೆ. ಸಭೆಯಲ್ಲಿ ಅನುಮೋದನೆ ಪಡೆದ ಪ್ರಸ್ತಾವನೆಗಳಲ್ಲಿ 50 ಕೋಟಿ ರೂ.ಗಿಂತ ಹೆಚ್ಚಿನ ಮೊತ್ತದ 12 ಪ್ರಮುಖ ಬೃಹತ್ ಯೋಜನೆಗಳಿದ್ದು ಇವುಗಳಿಂದ ರೂ.2,311.88 ಕೋಟಿ ಬಂಡವಾಳ ಹರಿದು ಬರಲಿದೆ. ಜೊತೆಗೆ 15 ಕೋಟಿ ರೂ.ನಿಂದ 50 ಕೋಟಿ ರೂ.ವರೆಗಿನ ಹೂಡಿಕೆಯ 55 ಯೋಜನೆಗಳಿಗೂ ಒಪ್ಪಿಗೆ ನೀಡಲಾಗಿದೆ. ಇವುಗಳಿಂದ ರೂ.1148.98 ಕೋಟಿ ಬಂಡವಾಳ ಹೂಡಿಕೆಯಾಗಲಿದ್ದು 5,832 ಜನರಿಗೆ ಉದ್ಯೋಗ xyxy=(300,607,390,827)
